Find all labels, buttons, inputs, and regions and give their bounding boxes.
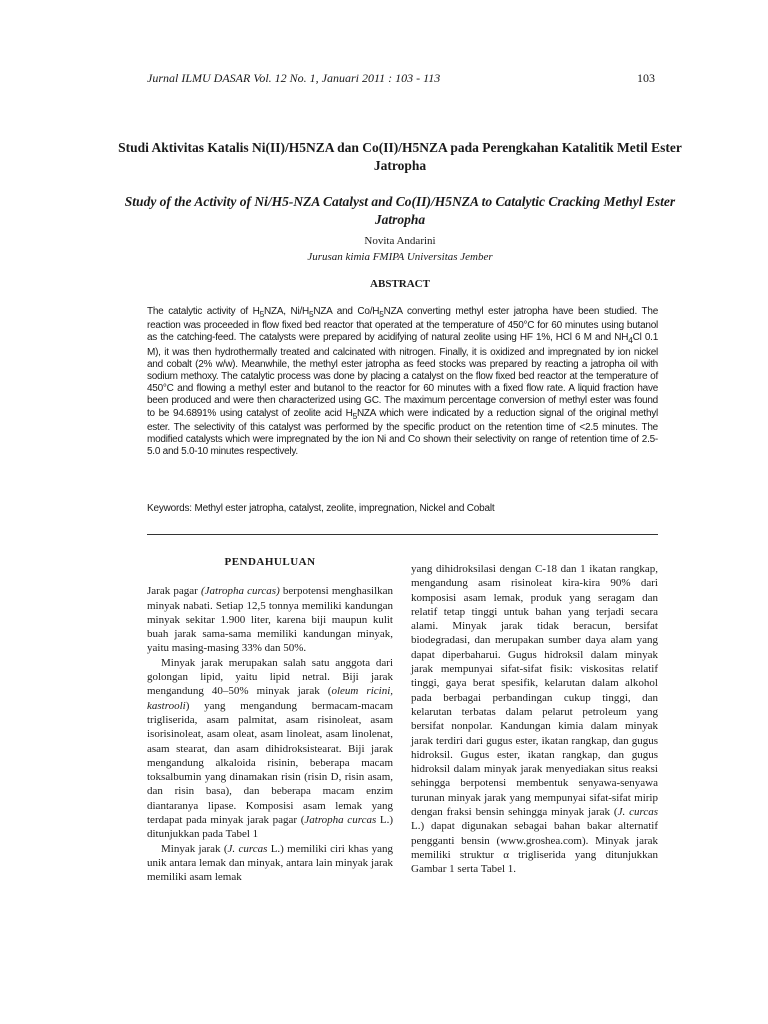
section-heading-pendahuluan: PENDAHULUAN bbox=[224, 556, 316, 568]
paragraph: yang dihidroksilasi dengan C-18 dan 1 ikatan rangkap, mengandung asam risinoleat kira-kira 90% dari komposisi asam lemak, produk yang seragam dan relatif tetap tinggi untuk bahan yang terjadi secara alami. Minyak jarak tidak beracun, bersifat biodegradasi, dan merupakan sumber daya alam yang dapat diperbaharui. Gugus hidroksil dalam minyak jarak mempunyai sifat-sifat fisik: viskositas relatif tinggi, gaya berat spesifik, kelarutan dalam alkohol pada berbagai perbandingan cukup tinggi, dan kelarutan terbatas dalam pelarut petroleum yang bersifat nonpolar. Kandungan kimia dalam minyak jarak terdiri dari gugus ester, ikatan rangkap, dan gugus hidroksil. Gugus ester, ikatan rangkap, dan gugus hidroksil dalam minyak jarak menyediakan situs reaksi sehingga berpotensi membentuk senyawa-senyawa turunan minyak jarak yang mempunyai sifat-sifat mirip dengan fraksi bensin sehingga minyak jarak (J. curcas L.) dapat digunakan sebagai bahan bakar alternatif pengganti bensin (www.groshea.com). Minyak jarak memiliki struktur α trigliserida yang ditunjukkan Gambar 1 serta Tabel 1. bbox=[411, 563, 658, 876]
left-column bbox=[147, 555, 393, 885]
title-indonesian: Studi Aktivitas Katalis Ni(II)/H5NZA dan Co(II)/H5NZA pada Perengkahan Katalitik Metil Ester Jatropha bbox=[118, 140, 682, 173]
abstract-heading: ABSTRACT bbox=[370, 278, 430, 290]
author-affiliation: Jurusan kimia FMIPA Universitas Jember bbox=[307, 251, 493, 263]
title-english: Study of the Activity of Ni/H5-NZA Catalyst and Co(II)/H5NZA to Catalytic Cracking Methyl Ester Jatropha bbox=[124, 194, 676, 227]
section-divider bbox=[147, 534, 658, 535]
running-header bbox=[147, 71, 655, 86]
journal-citation: Jurnal ILMU DASAR Vol. 12 No. 1, Januari 2011 : 103 - 113 bbox=[147, 71, 441, 85]
keywords: Keywords: Methyl ester jatropha, catalyst, zeolite, impregnation, Nickel and Cobalt bbox=[147, 503, 495, 514]
paragraph: Minyak jarak merupakan salah satu anggota dari golongan lipid, yaitu lipid netral. Biji jarak mengandung 40–50% minyak jarak (oleum ricini, kastrooli) yang mengandung bermacam-macam trigliserida, asam palmitat, asam risinoleat, asam isorisinoleat, asam oleat, asam linoleat, asam linolenat, asam stearat, dan asam dihidroksistearat. Biji jarak mengandung alkaloida risinin, beberapa macam toksalbumin yang dinamakan risin (risin D, risin asam, dan risin basa), dan beberapa macam enzim diantaranya lipase. Komposisi asam lemak yang terdapat pada minyak jarak pagar (Jatropha curcas L.) ditunjukkan pada Tabel 1 bbox=[147, 656, 393, 841]
author-name: Novita Andarini bbox=[364, 235, 436, 247]
page-number: 103 bbox=[637, 71, 655, 85]
paragraph: Jarak pagar (Jatropha curcas) berpotensi menghasilkan minyak nabati. Setiap 12,5 tonnya memiliki kandungan minyak sekitar 1.900 liter, karena biji maupun kulit buah jarak sama-sama memiliki kandungan minyak, yaitu masing-masing 33% dan 50%. bbox=[147, 585, 394, 655]
paragraph: Minyak jarak (J. curcas L.) memiliki ciri khas yang unik antara lemak dan minyak, antara lain minyak jarak memiliki asam lemak bbox=[147, 842, 393, 884]
abstract-body: The catalytic activity of $H_5NZA$, $Ni/H_5NZA$ and $Co/H_5NZA$ converting methyl ester jatropha have been studied. The reaction was proceeded in flow fixed bed reactor that operated at the temperature of 450°C for 60 minutes using butanol as the catching-feed. The catalysts were prepared by acidifying of natural zeolite using HF 1%, HCl 6 M and $NH_4Cl$ 0.1 M), it was then hydrothermally treated and calcinated with nitrogen. Finally, it is oxidized and impregnated by ion nickel and cobalt (2% w/w). Meanwhile, the methyl ester jatropha as feed stocks was prepared by reacting a jatropha oil with sodium methoxy. The catalytic process was done by placing a catalyst on the flow fixed bed reactor at the temperature of 450°C and flowing a methyl ester and butanol to the reactor for 60 minutes with a fixed flow rate. A liquid fraction have been produced and were then characterized using GC. The maximum percentage conversion of methyl ester was found to be 94.6891% using catalyst of zeolite acid $H_5NZA$ which were indicated by a reduction signal of the original methyl ester. The selectivity of this catalyst was performed by the specific product on the retention time of <2.5 minutes. The modified catalysts which were impregnated by the ion Ni and Co shown their selectivity on range of retention time of 2.5-5.0 and 5.0-10 minutes respectively. bbox=[147, 306, 659, 458]
right-column bbox=[411, 562, 658, 877]
